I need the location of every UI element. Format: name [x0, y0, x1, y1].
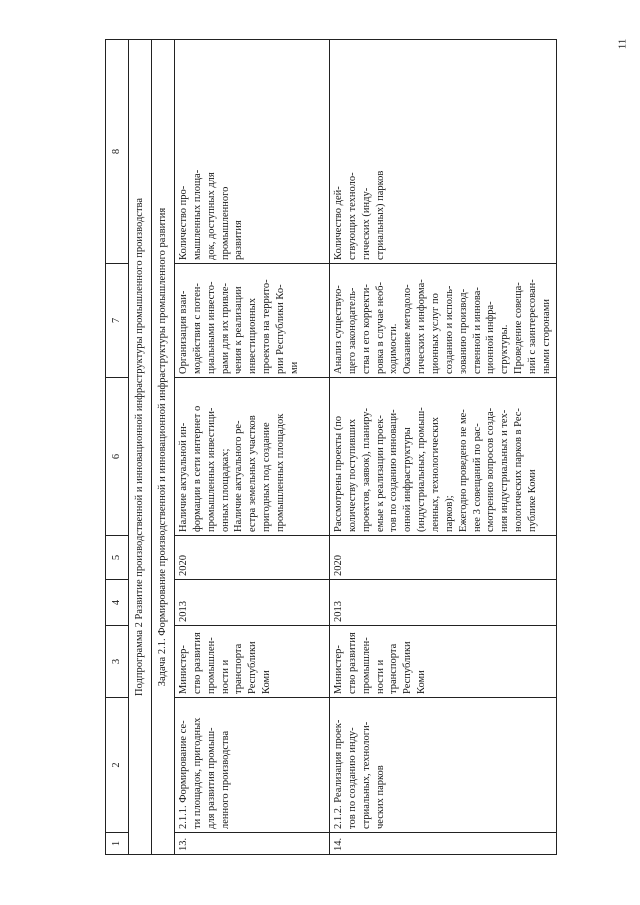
- row-number: 13.: [175, 833, 330, 855]
- task-title: Задача 2.1. Формирование производственной и инновационной инфраструктуры промышленного развития: [152, 40, 175, 855]
- result-cell: Рассмотрены проекты (по количеству поступивших проектов, заявок), планиру- емые к реализации проек- тов по созданию инноваци- онной инфраструктуры (индустриальных, промыш- ленных, технологических парков); Ежегодно проведено не ме- нее 3 совещаний по рас- смотрению вопросов созда- ния индустриальных и тех- нологических парков в Рес- публике Коми: [330, 378, 557, 536]
- table-row: [330, 40, 557, 855]
- indicator-cell: Количество дей- ствующих техноло- гических (инду- стриальных) парков: [330, 40, 557, 264]
- task-row: [152, 40, 175, 855]
- column-number-row: [106, 40, 129, 855]
- rotated-table-sheet: [105, 40, 575, 855]
- page-number: 11: [616, 38, 629, 50]
- executor-cell: Министер- ство развития промышлен- ности и транспорта Республики Коми: [330, 626, 557, 698]
- column-number: 6: [106, 378, 129, 536]
- row-number: 14.: [330, 833, 557, 855]
- column-number: 4: [106, 580, 129, 626]
- start-year-cell: 2013: [330, 580, 557, 626]
- column-number: 2: [106, 698, 129, 833]
- column-number: 1: [106, 833, 129, 855]
- end-year-cell: 2020: [175, 536, 330, 580]
- column-number: 7: [106, 264, 129, 378]
- column-number: 8: [106, 40, 129, 264]
- actions-cell: Организация взаи- модействия с потен- циальными инвесто- рами для их привле- чения к реализации инвестиционных проектов на террито- рии Республики Ко- ми: [175, 264, 330, 378]
- indicator-cell: Количество про- мышленных площа- док, доступных для промышленного развития: [175, 40, 330, 264]
- start-year-cell: 2013: [175, 580, 330, 626]
- subprogram-row: [129, 40, 152, 855]
- column-number: 5: [106, 536, 129, 580]
- program-measures-table: [105, 39, 557, 855]
- table-row: [175, 40, 330, 855]
- measure-cell: 2.1.2. Реализация проек- тов по созданию инду- стриальных, технологи- ческих парков: [330, 698, 557, 833]
- result-cell: Наличие актуальной ин- формации в сети интернет о промышленных инвестици- онных площадках; Наличие актуального ре- естра земельных участков пригодных под создание промышленных площадок: [175, 378, 330, 536]
- subprogram-title: Подпрограмма 2 Развитие производственной и инновационной инфраструктуры промышленного производства: [129, 40, 152, 855]
- measure-cell: 2.1.1. Формирование се- ти площадок, пригодных для развития промыш- ленного производства: [175, 698, 330, 833]
- executor-cell: Министер- ство развития промышлен- ности и транспорта Республики Коми: [175, 626, 330, 698]
- column-number: 3: [106, 626, 129, 698]
- actions-cell: Анализ существую- щего законодатель- ства и его корректи- ровка в случае необ- ходимости. Оказание методоло- гических и информа- ционных услуг по созданию и исполь- зованию производ- ственной и иннова- ционной инфра- структуры. Проведение совеща- ний с заинтересован- ными сторонами: [330, 264, 557, 378]
- end-year-cell: 2020: [330, 536, 557, 580]
